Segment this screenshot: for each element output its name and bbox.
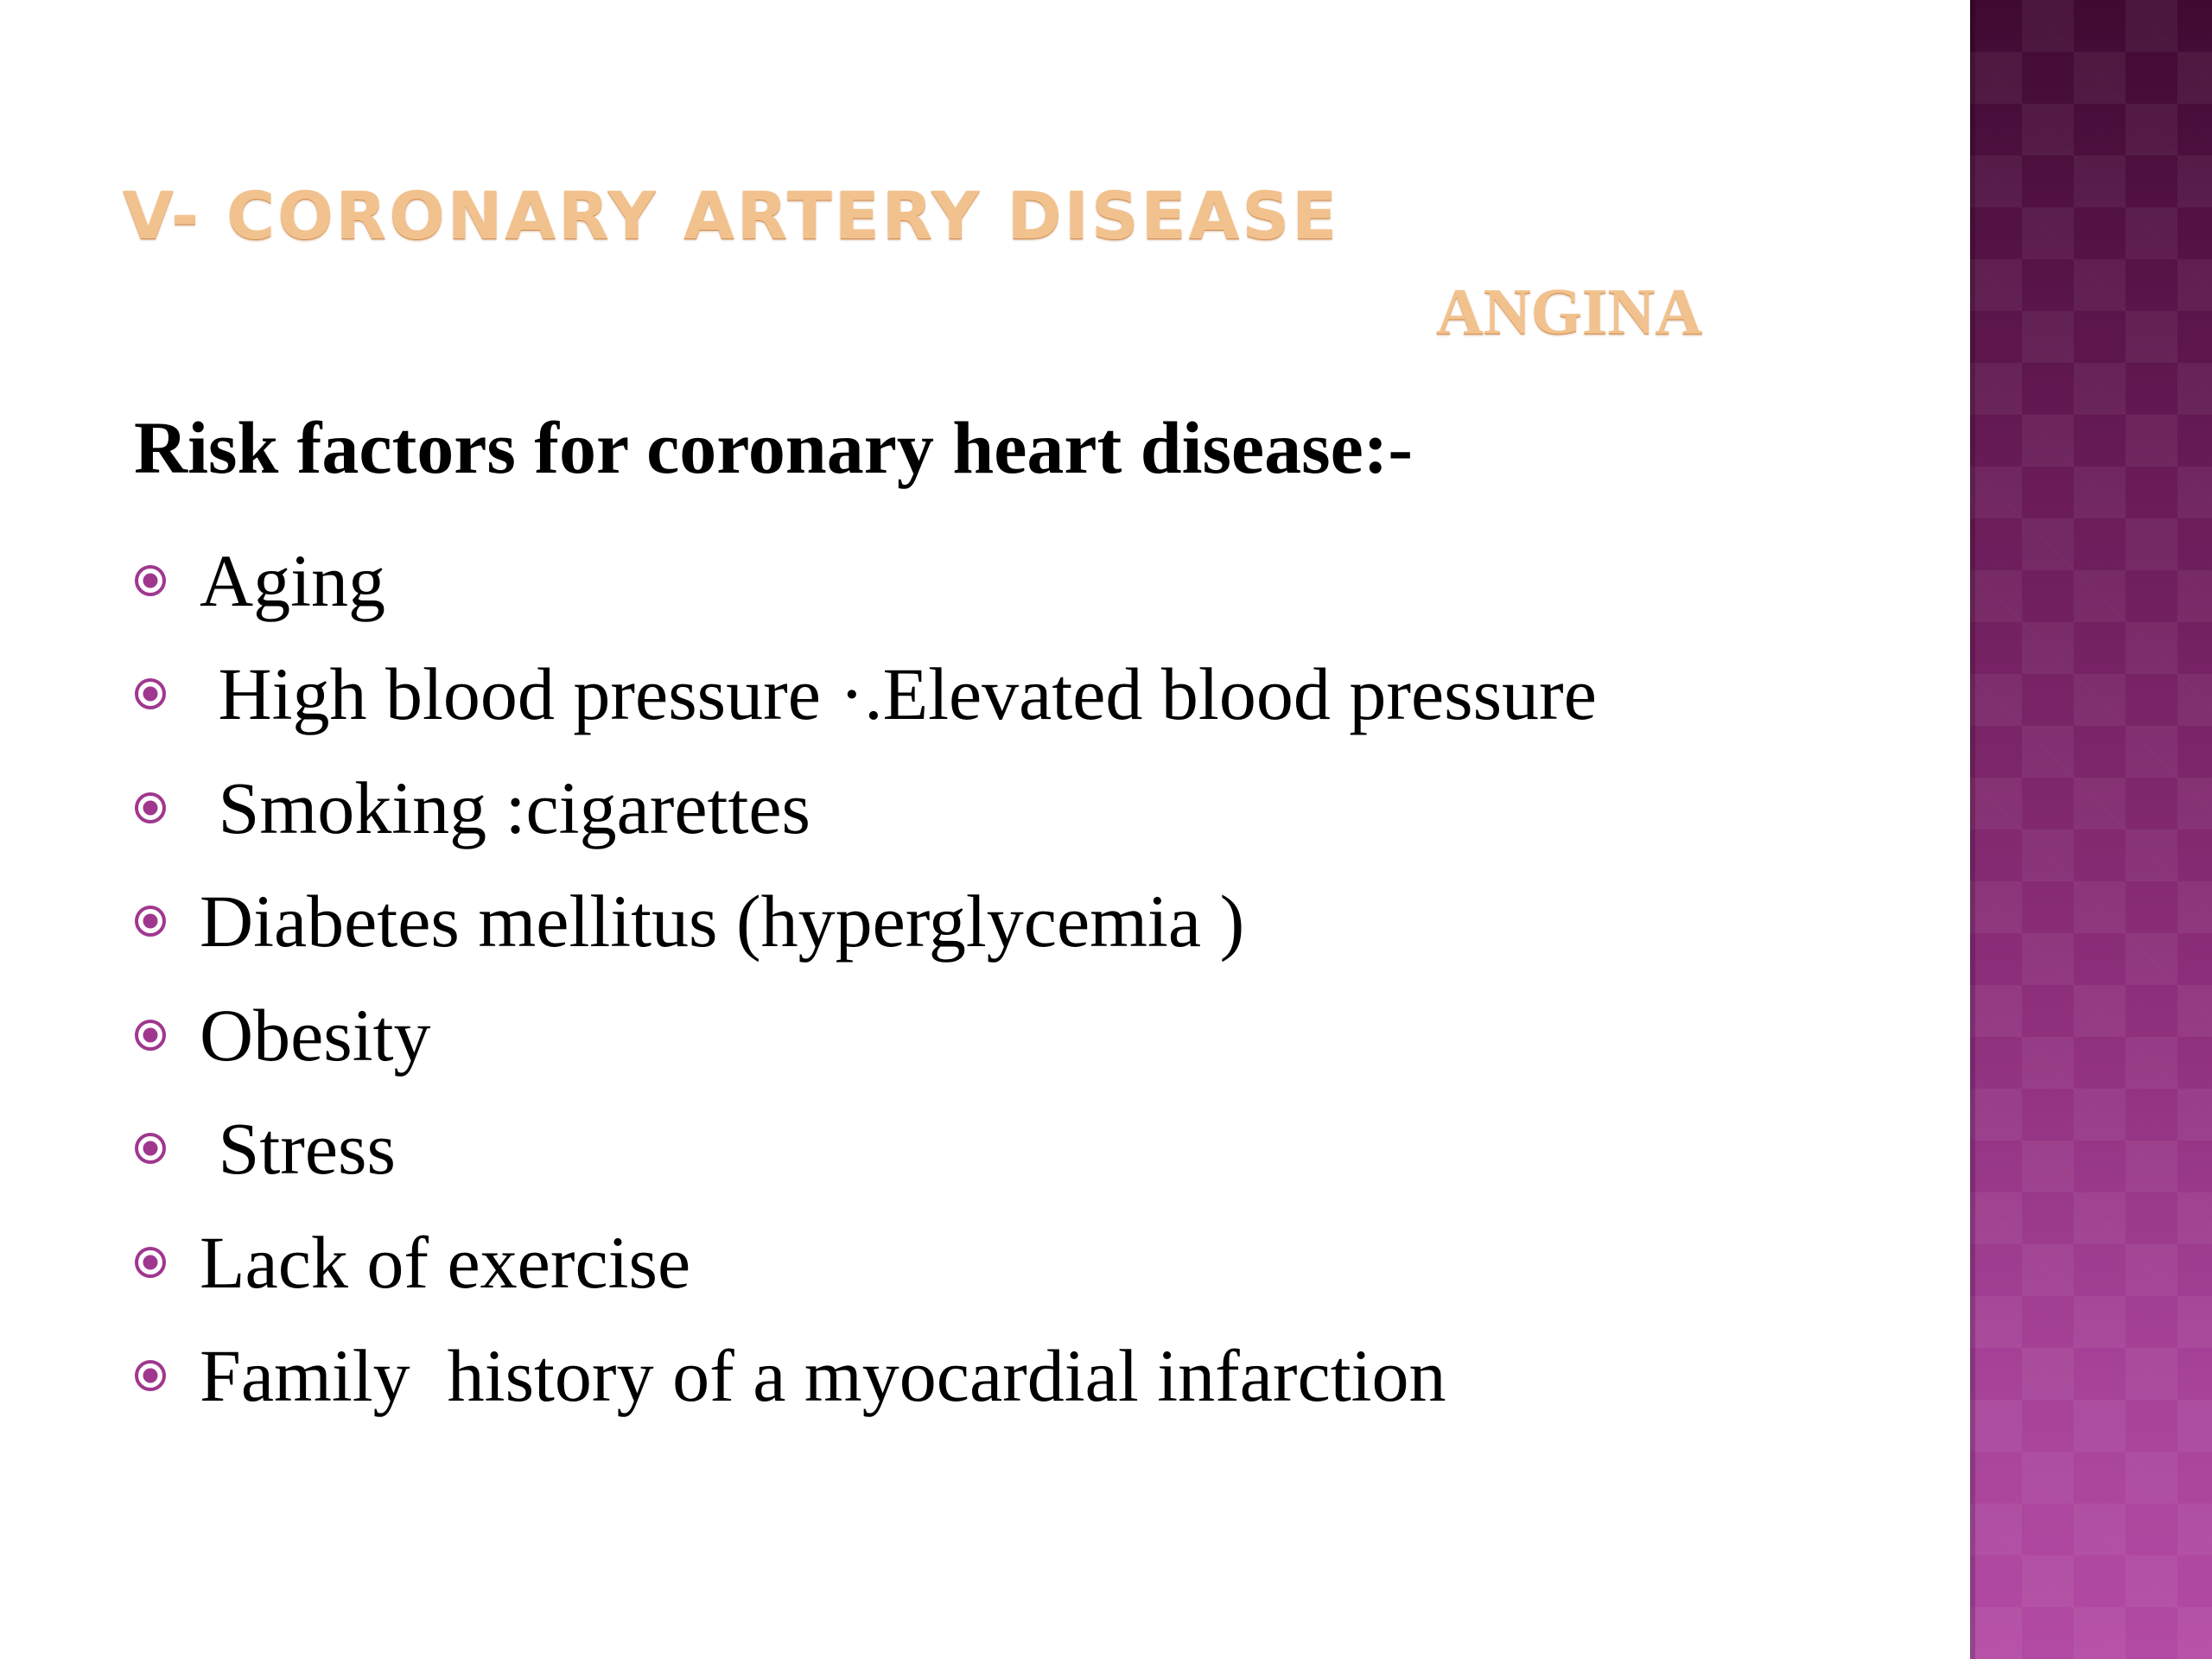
list-item xyxy=(134,524,1597,638)
list-item-text: Diabetes mellitus (hyperglycemia ) xyxy=(200,880,1245,963)
list-item-text: Lack of exercise xyxy=(200,1220,691,1304)
list-item-text: Smoking :cigarettes xyxy=(200,766,810,849)
list-item-text: Obesity xyxy=(200,993,431,1077)
list-item xyxy=(134,1319,1597,1433)
circled-dot-icon xyxy=(134,677,167,710)
list-item xyxy=(134,1205,1597,1319)
list-item-text: Family history of a myocardial infarction xyxy=(200,1334,1446,1418)
list-item xyxy=(134,638,1597,752)
circled-dot-icon xyxy=(134,1359,167,1392)
slide-title: V- CORONARY ARTERY DISEASE xyxy=(123,177,1340,254)
risk-factor-list xyxy=(134,524,1597,1433)
slide-subtitle: ANGINA xyxy=(1436,276,1703,348)
list-item-text: High blood pressure ·.Elevated blood pressure xyxy=(200,652,1597,736)
list-item xyxy=(134,751,1597,865)
list-item xyxy=(134,978,1597,1092)
list-item-text: Stress xyxy=(200,1107,396,1191)
circled-dot-icon xyxy=(134,905,167,938)
list-item xyxy=(134,865,1597,979)
risk-factors-heading: Risk factors for coronary heart disease:- xyxy=(134,406,1414,489)
list-item xyxy=(134,1092,1597,1206)
list-item-text: Aging xyxy=(200,538,385,622)
circled-dot-icon xyxy=(134,564,167,597)
decorative-side-band xyxy=(1970,0,2212,1659)
circled-dot-icon xyxy=(134,1246,167,1279)
circled-dot-icon xyxy=(134,1132,167,1165)
circled-dot-icon xyxy=(134,791,167,824)
circled-dot-icon xyxy=(134,1019,167,1052)
